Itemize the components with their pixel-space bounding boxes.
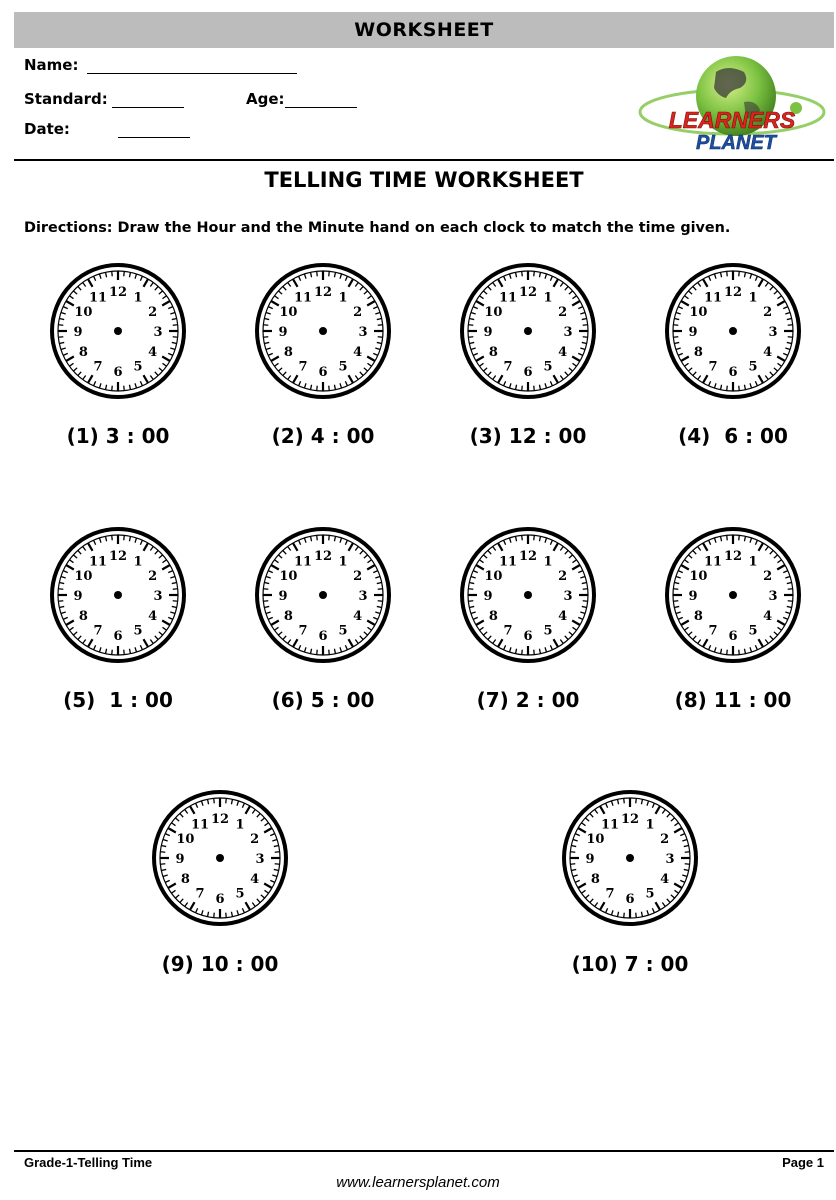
clock-number: 12 xyxy=(518,285,538,300)
date-blank[interactable] xyxy=(118,123,190,138)
clock-number: 12 xyxy=(620,812,640,827)
clock-number: 6 xyxy=(215,892,225,907)
clock-number: 4 xyxy=(353,609,363,624)
clock-number: 3 xyxy=(563,325,573,340)
clock-number: 6 xyxy=(523,365,533,380)
clock-time-label: (2) 4 : 00 xyxy=(271,424,375,448)
clock-number: 9 xyxy=(585,852,595,867)
clock-number: 2 xyxy=(353,305,363,320)
clock-number: 11 xyxy=(498,554,518,570)
clock-number: 6 xyxy=(728,629,738,644)
clock-number: 4 xyxy=(558,609,568,624)
clock-number: 5 xyxy=(748,623,758,639)
clock-number: 10 xyxy=(484,569,503,584)
clock-number: 6 xyxy=(625,892,635,907)
clock-number: 11 xyxy=(293,554,313,570)
clock-number: 12 xyxy=(723,285,743,300)
footer-grade-label: Grade-1-Telling Time xyxy=(24,1155,153,1170)
age-blank[interactable] xyxy=(285,93,357,108)
clock-number: 3 xyxy=(153,325,163,340)
clock-time-label: (5) 1 : 00 xyxy=(63,688,173,712)
clock-time-label: (9) 10 : 00 xyxy=(161,952,279,976)
clock-number: 12 xyxy=(518,549,538,564)
footer-divider xyxy=(14,1150,834,1152)
clock-number: 5 xyxy=(133,359,143,375)
clock-number: 4 xyxy=(558,345,568,360)
age-label: Age: xyxy=(246,90,285,108)
clock-number: 3 xyxy=(358,325,368,340)
clock-number: 5 xyxy=(748,359,758,375)
clock-number: 3 xyxy=(358,589,368,604)
clock-number: 11 xyxy=(190,817,210,833)
clock-number: 10 xyxy=(176,832,195,847)
clock-number: 1 xyxy=(543,554,553,570)
clock-time-label: (1) 3 : 00 xyxy=(66,424,170,448)
clock-number: 12 xyxy=(723,549,743,564)
clock-number: 7 xyxy=(503,359,513,375)
date-field[interactable] xyxy=(24,120,190,138)
clock-number: 8 xyxy=(283,609,293,624)
clock-number: 4 xyxy=(148,609,158,624)
clock-number: 5 xyxy=(645,886,655,902)
clock-number: 8 xyxy=(590,872,600,887)
clock-time-label: (8) 11 : 00 xyxy=(674,688,792,712)
clock-number: 10 xyxy=(586,832,605,847)
clock-number: 1 xyxy=(748,554,758,570)
logo-text-bottom: PLANET xyxy=(696,132,776,154)
clock-number: 1 xyxy=(338,554,348,570)
clock-number: 2 xyxy=(558,305,568,320)
clock-number: 8 xyxy=(78,345,88,360)
clock-number: 3 xyxy=(255,852,265,867)
clock-number: 8 xyxy=(693,609,703,624)
clock-face[interactable] xyxy=(560,788,700,928)
clock-number: 2 xyxy=(250,832,260,847)
name-field[interactable] xyxy=(24,56,297,74)
learners-planet-logo xyxy=(636,52,828,156)
clock-number: 9 xyxy=(688,589,698,604)
clock-number: 7 xyxy=(708,359,718,375)
clock-number: 8 xyxy=(693,345,703,360)
clock-face[interactable] xyxy=(48,261,188,401)
clock-number: 3 xyxy=(665,852,675,867)
clock-number: 6 xyxy=(113,365,123,380)
clock-number: 7 xyxy=(298,359,308,375)
clock-time-label: (3) 12 : 00 xyxy=(469,424,587,448)
clock-number: 7 xyxy=(298,623,308,639)
footer-website: www.learnersplanet.com xyxy=(336,1174,500,1191)
clock-number: 10 xyxy=(484,305,503,320)
clock-number: 7 xyxy=(503,623,513,639)
clock-number: 1 xyxy=(133,554,143,570)
clock-number: 11 xyxy=(600,817,620,833)
clock-number: 2 xyxy=(353,569,363,584)
clock-face[interactable] xyxy=(253,261,393,401)
name-label: Name: xyxy=(24,56,79,74)
banner-title: WORKSHEET xyxy=(354,19,494,41)
clock-number: 11 xyxy=(88,554,108,570)
clock-face[interactable] xyxy=(48,525,188,665)
clock-number: 12 xyxy=(210,812,230,827)
clock-number: 9 xyxy=(688,325,698,340)
clock-number: 2 xyxy=(660,832,670,847)
clock-number: 8 xyxy=(180,872,190,887)
footer-page-number: Page 1 xyxy=(782,1155,824,1170)
clock-number: 1 xyxy=(748,290,758,306)
clock-number: 3 xyxy=(563,589,573,604)
standard-field[interactable] xyxy=(24,90,184,108)
clock-number: 2 xyxy=(763,305,773,320)
clock-number: 10 xyxy=(74,569,93,584)
clock-number: 9 xyxy=(483,325,493,340)
clock-number: 9 xyxy=(73,325,83,340)
clock-face[interactable] xyxy=(458,261,598,401)
date-label: Date: xyxy=(24,120,70,138)
clock-number: 6 xyxy=(318,629,328,644)
clock-number: 12 xyxy=(108,549,128,564)
clock-face[interactable] xyxy=(663,525,803,665)
clock-number: 3 xyxy=(768,325,778,340)
clock-number: 1 xyxy=(338,290,348,306)
clock-time-label: (6) 5 : 00 xyxy=(271,688,375,712)
page-title: TELLING TIME WORKSHEET xyxy=(264,168,584,192)
clock-number: 1 xyxy=(543,290,553,306)
clock-number: 7 xyxy=(93,359,103,375)
clock-number: 3 xyxy=(768,589,778,604)
clock-time-label: (4) 6 : 00 xyxy=(678,424,788,448)
clock-number: 12 xyxy=(313,285,333,300)
clock-number: 8 xyxy=(283,345,293,360)
clock-number: 11 xyxy=(703,290,723,306)
clock-number: 4 xyxy=(660,872,670,887)
clock-face[interactable] xyxy=(458,525,598,665)
header-divider xyxy=(14,159,834,161)
clock-number: 4 xyxy=(763,609,773,624)
clock-number: 12 xyxy=(313,549,333,564)
clock-number: 10 xyxy=(689,569,708,584)
clock-face[interactable] xyxy=(150,788,290,928)
clock-number: 12 xyxy=(108,285,128,300)
directions-text: Directions: Draw the Hour and the Minute hand on each clock to match the time given. xyxy=(24,220,731,236)
clock-number: 4 xyxy=(763,345,773,360)
clock-number: 9 xyxy=(73,589,83,604)
clock-number: 5 xyxy=(338,359,348,375)
clock-number: 6 xyxy=(318,365,328,380)
clock-number: 7 xyxy=(195,886,205,902)
clock-number: 7 xyxy=(708,623,718,639)
clock-number: 4 xyxy=(148,345,158,360)
clock-number: 10 xyxy=(689,305,708,320)
clock-number: 7 xyxy=(605,886,615,902)
clock-time-label: (7) 2 : 00 xyxy=(476,688,580,712)
worksheet-banner xyxy=(14,12,834,48)
clock-number: 1 xyxy=(645,817,655,833)
standard-blank[interactable] xyxy=(112,93,184,108)
logo-text-top: LEARNERS xyxy=(668,107,796,133)
clock-number: 9 xyxy=(175,852,185,867)
clock-number: 4 xyxy=(353,345,363,360)
clock-number: 10 xyxy=(279,305,298,320)
clock-number: 8 xyxy=(78,609,88,624)
clock-number: 11 xyxy=(293,290,313,306)
clock-number: 2 xyxy=(148,305,158,320)
clock-number: 8 xyxy=(488,609,498,624)
clock-number: 11 xyxy=(498,290,518,306)
clock-number: 7 xyxy=(93,623,103,639)
clock-number: 2 xyxy=(763,569,773,584)
clock-number: 2 xyxy=(558,569,568,584)
clock-number: 1 xyxy=(235,817,245,833)
clock-number: 3 xyxy=(153,589,163,604)
clock-number: 9 xyxy=(278,325,288,340)
clock-face[interactable] xyxy=(253,525,393,665)
clock-number: 6 xyxy=(113,629,123,644)
clock-number: 1 xyxy=(133,290,143,306)
clock-number: 5 xyxy=(133,623,143,639)
clock-face[interactable] xyxy=(663,261,803,401)
clock-number: 6 xyxy=(728,365,738,380)
clock-number: 10 xyxy=(279,569,298,584)
clock-number: 5 xyxy=(543,623,553,639)
name-blank[interactable] xyxy=(87,59,297,74)
clock-number: 8 xyxy=(488,345,498,360)
clock-number: 6 xyxy=(523,629,533,644)
clock-number: 4 xyxy=(250,872,260,887)
clock-number: 5 xyxy=(235,886,245,902)
clock-number: 9 xyxy=(278,589,288,604)
clock-number: 5 xyxy=(338,623,348,639)
clock-number: 9 xyxy=(483,589,493,604)
clock-number: 5 xyxy=(543,359,553,375)
clock-number: 11 xyxy=(88,290,108,306)
clock-number: 11 xyxy=(703,554,723,570)
clock-time-label: (10) 7 : 00 xyxy=(571,952,689,976)
standard-label: Standard: xyxy=(24,90,108,108)
age-field[interactable] xyxy=(246,90,357,108)
clock-number: 2 xyxy=(148,569,158,584)
clock-number: 10 xyxy=(74,305,93,320)
